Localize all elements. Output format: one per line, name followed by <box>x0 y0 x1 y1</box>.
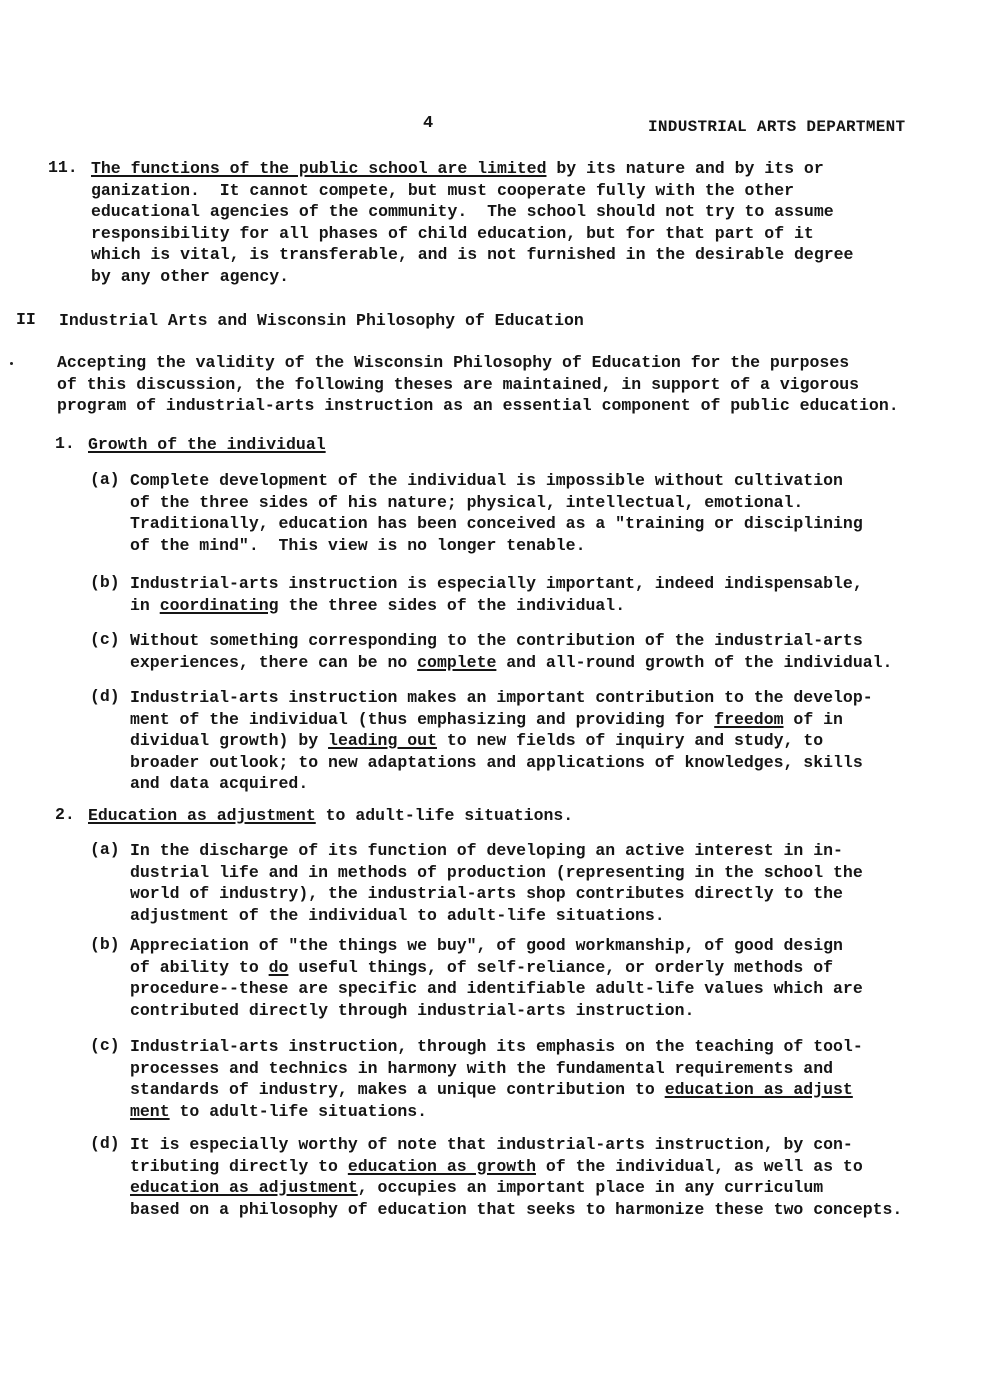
text-fragment: to adult-life situations. <box>169 1101 428 1121</box>
item-11-underlined: The functions of the public school are limited <box>91 159 547 178</box>
text-fragment: experiences, there can be no <box>130 652 418 672</box>
section-ii-title: Industrial Arts and Wisconsin Philosophy of Education <box>59 311 584 330</box>
point-2-number: 2. <box>55 805 75 824</box>
text-line: dustrial life and in methods of production (representing in the school the <box>130 862 863 882</box>
text-fragment: useful things, of self-reliance, or orderly methods of <box>288 957 834 977</box>
text-fragment: , occupies an important place in any curriculum <box>357 1178 824 1197</box>
text-fragment: of in <box>783 709 843 729</box>
point-2-c-text <box>130 1036 863 1122</box>
point-1-c-marker: (c) <box>90 630 120 649</box>
intro-line: of this discussion, the following theses are maintained, in support of a vigorous <box>57 374 860 394</box>
point-2-a-text <box>130 840 863 926</box>
text-line: Without something corresponding to the contribution of the industrial-arts <box>130 631 863 650</box>
point-1-number: 1. <box>55 434 75 453</box>
intro-line: Accepting the validity of the Wisconsin Philosophy of Education for the purposes <box>57 353 850 372</box>
text-fragment: of the individual, as well as to <box>535 1156 863 1176</box>
text-line: of the mind". This view is no longer tenable. <box>130 535 586 555</box>
text-line: It is especially worthy of note that industrial-arts instruction, by con- <box>130 1135 853 1154</box>
text-line: Appreciation of "the things we buy", of good workmanship, of good design <box>130 936 843 955</box>
text-fragment: to new fields of inquiry and study, to <box>436 731 824 750</box>
section-ii-intro <box>57 352 899 417</box>
item-11-number: 11. <box>48 158 78 177</box>
underlined-word: do <box>268 957 289 977</box>
point-1-d-marker: (d) <box>90 687 120 706</box>
title-rest: to adult-life situations. <box>315 806 574 825</box>
item-11-line: which is vital, is transferable, and is not furnished in the desirable degree <box>91 245 854 264</box>
margin-mark <box>10 362 13 365</box>
underlined-word: education as adjust <box>664 1080 853 1099</box>
underlined-word: coordinating <box>159 595 279 615</box>
text-line: based on a philosophy of education that seeks to harmonize these two concepts. <box>130 1199 903 1219</box>
text-line: world of industry), the industrial-arts shop contributes directly to the <box>130 884 843 903</box>
point-2-a-marker: (a) <box>90 840 120 859</box>
item-11-line1-rest: by its nature and by its or <box>546 159 824 178</box>
item-11-line: by any other agency. <box>91 266 290 286</box>
text-line: Industrial-arts instruction makes an important contribution to the develop- <box>130 688 873 707</box>
point-2-title <box>88 805 573 827</box>
point-1-b-marker: (b) <box>90 573 120 592</box>
point-2-d-marker: (d) <box>90 1134 120 1153</box>
item-11-line: educational agencies of the community. The school should not try to assume <box>91 202 834 221</box>
text-line: In the discharge of its function of developing an active interest in in- <box>130 841 843 860</box>
text-fragment: in <box>130 595 160 615</box>
item-11-line: responsibility for all phases of child education, but for that part of it <box>91 223 814 243</box>
point-1-a-text <box>130 470 863 556</box>
text-fragment: standards of industry, makes a unique contribution to <box>130 1080 665 1099</box>
underlined-title: Education as adjustment <box>88 806 316 825</box>
underlined-word: education as adjustment <box>130 1178 358 1197</box>
text-line: contributed directly through industrial-arts instruction. <box>130 1000 695 1020</box>
underlined-word: education as growth <box>347 1156 536 1176</box>
text-fragment: and all-round growth of the individual. <box>496 652 893 672</box>
point-2-b-marker: (b) <box>90 935 120 954</box>
text-line: procedure--these are specific and identifiable adult-life values which are <box>130 979 863 998</box>
point-2-d-text <box>130 1134 902 1220</box>
point-1-d-text <box>130 687 873 795</box>
text-line: Industrial-arts instruction is especially important, indeed indispensable, <box>130 574 863 593</box>
text-line: adjustment of the individual to adult-life situations. <box>130 905 665 925</box>
point-1-b-text <box>130 573 863 616</box>
text-fragment: the three sides of the individual. <box>278 595 626 615</box>
underlined-word: leading out <box>328 731 437 750</box>
text-line: broader outlook; to new adaptations and applications of knowledges, skills <box>130 752 863 772</box>
intro-line: program of industrial-arts instruction as an essential component of public education. <box>57 396 899 415</box>
text-line: Complete development of the individual is impossible without cultivation <box>130 471 843 490</box>
department-header: INDUSTRIAL ARTS DEPARTMENT <box>648 118 906 136</box>
point-2-c-marker: (c) <box>90 1036 120 1055</box>
underlined-word: ment <box>130 1101 170 1121</box>
text-line: processes and technics in harmony with the fundamental requirements and <box>130 1058 834 1078</box>
point-1-c-text <box>130 630 892 673</box>
text-line: Traditionally, education has been conceived as a "training or disciplining <box>130 514 863 533</box>
point-1-title: Growth of the individual <box>88 435 326 454</box>
item-11-text <box>91 158 853 287</box>
underlined-word: complete <box>417 652 497 672</box>
text-fragment: dividual growth) by <box>130 731 329 750</box>
text-line: of the three sides of his nature; physical, intellectual, emotional. <box>130 492 804 512</box>
text-line: Industrial-arts instruction, through its emphasis on the teaching of tool- <box>130 1037 863 1056</box>
underlined-word: freedom <box>714 709 784 729</box>
point-1-a-marker: (a) <box>90 470 120 489</box>
point-2-b-text <box>130 935 863 1021</box>
item-11-line: ganization. It cannot compete, but must cooperate fully with the other <box>91 180 795 200</box>
text-line: and data acquired. <box>130 774 309 793</box>
text-fragment: tributing directly to <box>130 1156 348 1176</box>
text-fragment: ment of the individual (thus emphasizing and providing for <box>130 709 715 729</box>
text-fragment: of ability to <box>130 957 269 977</box>
section-ii-numeral: II <box>16 310 36 329</box>
page-number: 4 <box>423 114 434 133</box>
